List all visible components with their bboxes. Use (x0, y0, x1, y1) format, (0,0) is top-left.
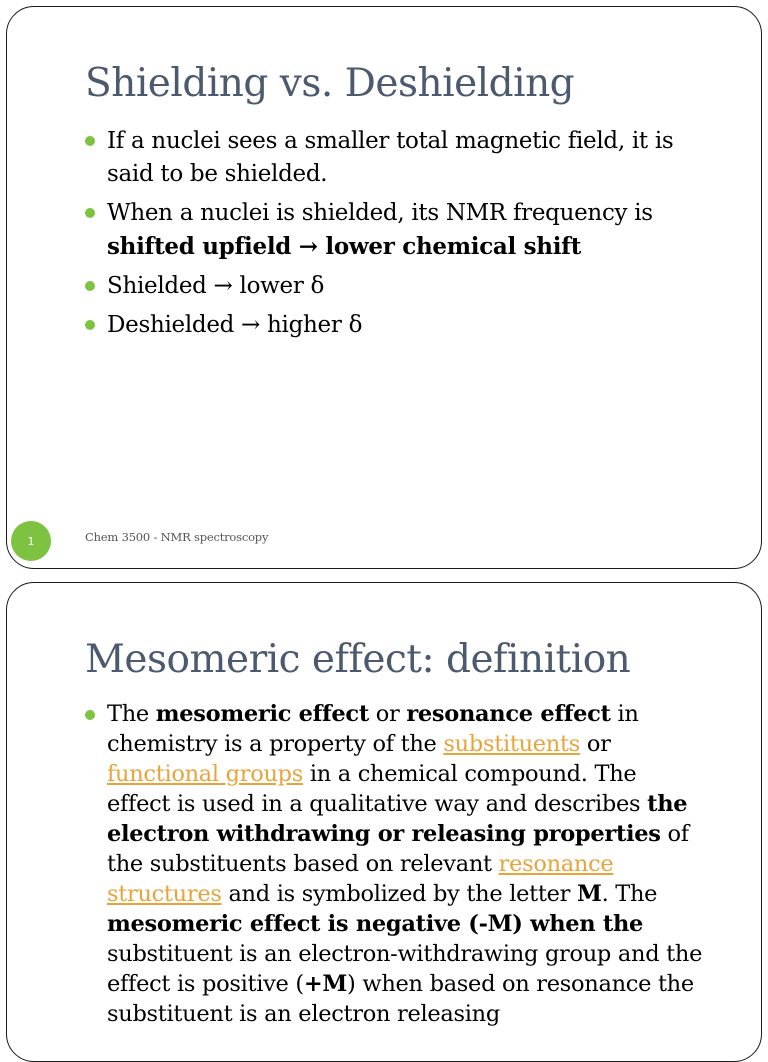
bold-text: mesomeric effect (155, 701, 369, 727)
slide-2 (6, 582, 762, 1062)
bullet-text: or (579, 731, 611, 757)
bullet-text: Shielded → lower δ (107, 273, 325, 299)
bold-text: the electron withdrawing or releasing properties (107, 791, 688, 847)
bullet-item (85, 699, 705, 1029)
bullet-text: of the substituents based on relevant (107, 821, 689, 877)
bullet-text: If a nuclei sees a smaller total magnetic field, it is said to be shielded. (107, 128, 674, 187)
bold-text: resonance effect (406, 701, 611, 727)
bullet-list (85, 125, 725, 348)
bullet-list (85, 699, 705, 1035)
bullet-dot-icon (85, 710, 95, 720)
slide-title: Shielding vs. Deshielding (85, 61, 575, 106)
bullet-item (85, 125, 725, 191)
bullet-text: and is symbolized by the letter (221, 881, 577, 907)
wiki-link[interactable]: substituents (443, 731, 580, 757)
slide-1 (6, 6, 762, 569)
slide-footer: Chem 3500 - NMR spectroscopy (85, 530, 269, 544)
bullet-item (85, 309, 725, 342)
bullet-text: Deshielded → higher δ (107, 312, 363, 338)
bullet-item (85, 270, 725, 303)
bold-text: M (576, 881, 602, 907)
bullet-text: . The (601, 881, 658, 907)
bullet-text: substituent is an electron-withdrawing group and the effect is positive ( (107, 941, 703, 997)
bullet-dot-icon (85, 281, 95, 291)
wiki-link[interactable]: functional groups (107, 761, 303, 787)
bold-text: +M (303, 971, 348, 997)
bold-text: shifted upfield → lower chemical shift (107, 233, 582, 260)
bullet-text: or (368, 701, 407, 727)
bullet-text: The (107, 701, 156, 727)
bold-text: mesomeric effect is negative (-M) when the (107, 911, 644, 937)
bullet-dot-icon (85, 320, 95, 330)
bullet-text: in a chemical compound. The effect is used in a qualitative way and describes (107, 761, 648, 817)
bullet-dot-icon (85, 136, 95, 146)
bullet-text: in chemistry is a property of the (107, 701, 639, 757)
bullet-text: ) when based on resonance the substituent is an electron releasing (107, 971, 694, 1027)
slide-number-badge: 1 (11, 521, 51, 561)
bullet-item (85, 197, 725, 264)
slide-title: Mesomeric effect: definition (85, 637, 631, 682)
bullet-dot-icon (85, 208, 95, 218)
bullet-text: When a nuclei is shielded, its NMR frequency is (107, 200, 653, 226)
wiki-link[interactable]: resonance structures (107, 851, 614, 907)
